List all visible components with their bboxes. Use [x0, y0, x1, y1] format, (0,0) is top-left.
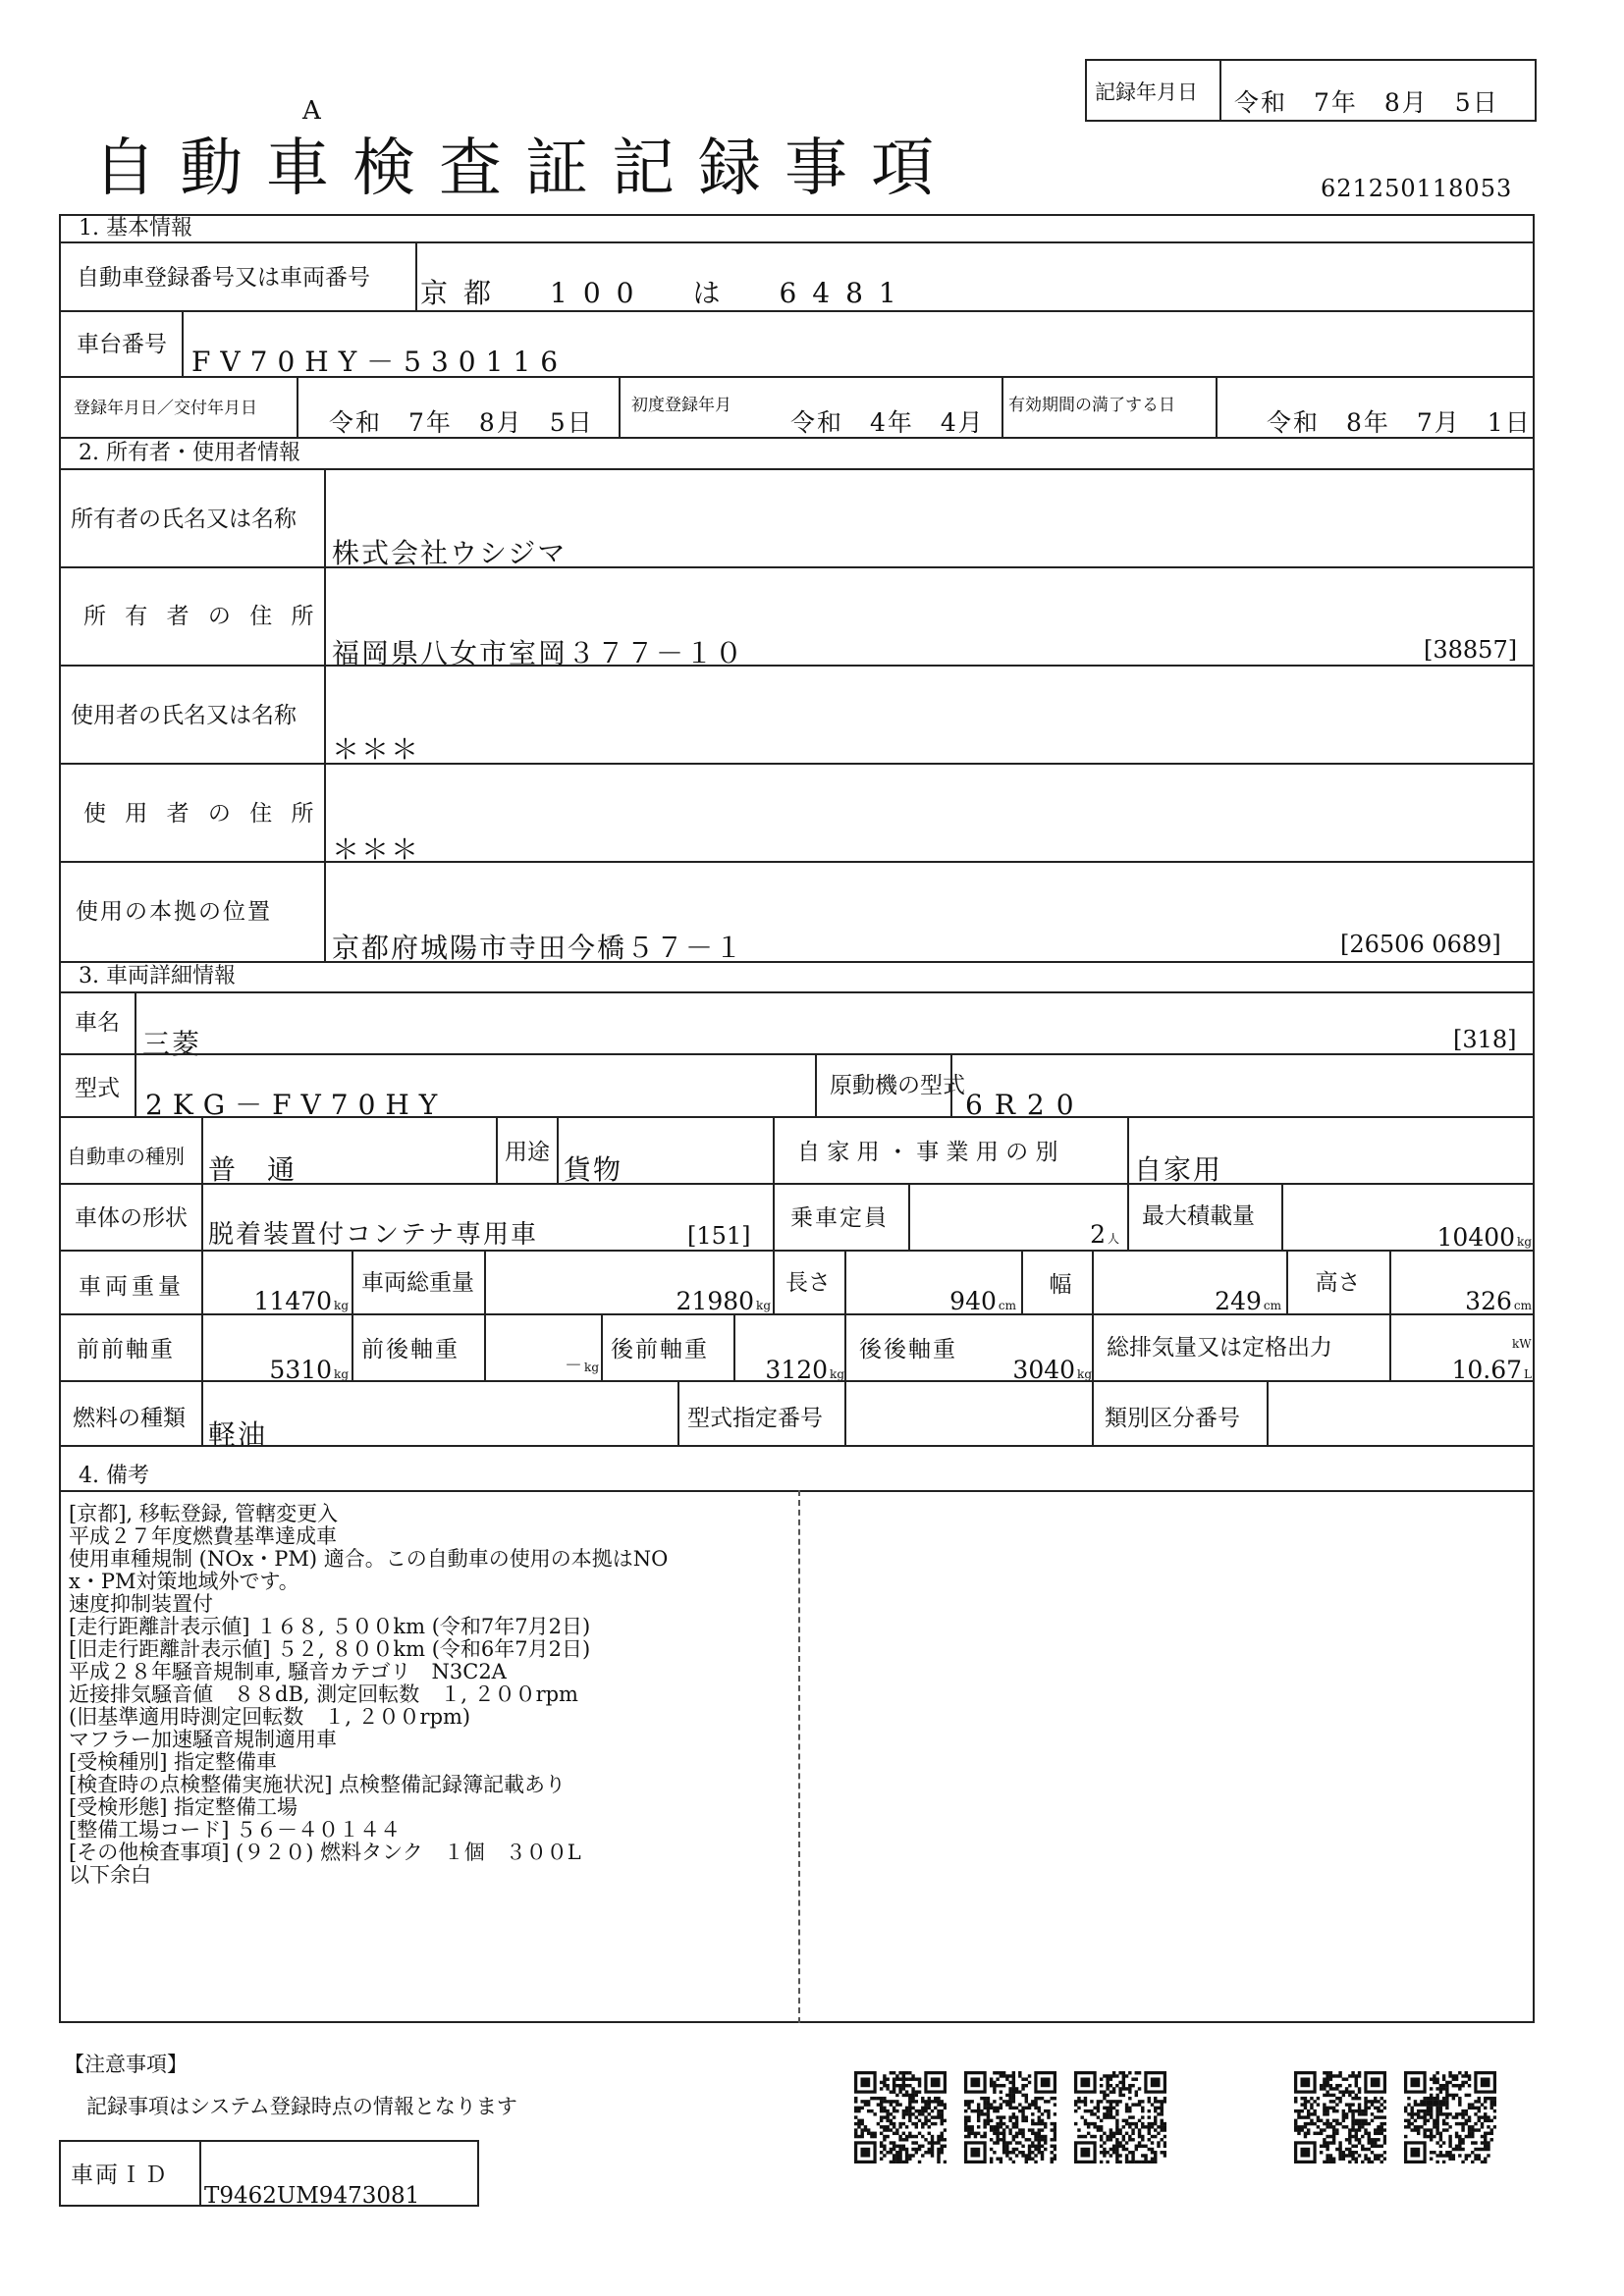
front-rear-axle-value: － kg [565, 1356, 599, 1376]
qr-code [1074, 2071, 1166, 2163]
weight-value: 11470 kg [253, 1287, 349, 1315]
rear-front-axle-value: 3120 kg [765, 1356, 844, 1384]
front-rear-axle-label: 前後軸重 [361, 1337, 460, 1362]
capacity-label: 乗車定員 [790, 1205, 889, 1231]
length-value: 940 cm [949, 1287, 1016, 1315]
height-label: 高さ [1315, 1270, 1361, 1296]
max-load-value: 10400 kg [1436, 1223, 1532, 1252]
chassis-value: FV70HY－530116 [191, 346, 568, 378]
notice-text: 記録事項はシステム登録時点の情報となります [86, 2095, 517, 2118]
width-label: 幅 [1049, 1272, 1072, 1298]
rear-rear-axle-label: 後後軸重 [859, 1337, 957, 1362]
reg-date-label: 登録年月日／交付年月日 [74, 399, 257, 418]
owner-name-label: 所有者の氏名又は名称 [71, 507, 297, 532]
length-label: 長さ [785, 1270, 831, 1296]
qr-code [1294, 2071, 1386, 2163]
category-label: 類別区分番号 [1105, 1406, 1240, 1431]
use-label: 用途 [505, 1140, 550, 1165]
height-value: 326 cm [1465, 1287, 1532, 1315]
displacement-label: 総排気量又は定格出力 [1107, 1335, 1332, 1361]
user-name-value: ＊＊＊ [332, 733, 421, 766]
max-load-label: 最大積載量 [1142, 1203, 1255, 1229]
private-label: 自 家 用 ・ 事 業 用 の 別 [797, 1140, 1058, 1165]
body-value: 脱着装置付コンテナ専用車 [208, 1220, 539, 1250]
rear-rear-axle-value: 3040 kg [1012, 1356, 1092, 1384]
fuel-value: 軽油 [208, 1418, 268, 1451]
body-label: 車体の形状 [75, 1205, 188, 1231]
displacement-value: 10.67 L [1451, 1356, 1532, 1384]
displacement-unit-kw: kW [1512, 1337, 1532, 1351]
use-value: 貨物 [564, 1153, 623, 1186]
first-reg-label: 初度登録年月 [631, 396, 731, 415]
base-location-label: 使用の本拠の位置 [76, 899, 272, 925]
weight-label: 車両重量 [79, 1274, 185, 1300]
section-vehicle-title: 3. 車両詳細情報 [79, 964, 236, 988]
maker-label: 車名 [75, 1010, 120, 1036]
kind-label: 自動車の種別 [67, 1145, 185, 1168]
qr-code [964, 2071, 1056, 2163]
user-address-label: 使 用 者 の 住 所 [83, 801, 320, 827]
body-code: [151] [687, 1222, 751, 1250]
maker-code: [318] [1453, 1026, 1517, 1053]
vehicle-id-label: 車両ＩＤ [71, 2163, 169, 2188]
gross-label: 車両総重量 [361, 1270, 474, 1296]
owner-name-value: 株式会社ウシジマ [332, 537, 568, 569]
chassis-label: 車台番号 [77, 332, 167, 357]
document-title: 自動車検査証記録事項 [93, 133, 957, 205]
base-location-value: 京都府城陽市寺田今橋５７－１ [332, 932, 745, 964]
record-date-value: 令和 7年 8月 5日 [1234, 88, 1499, 117]
record-date-label: 記録年月日 [1095, 80, 1198, 104]
notice-title: 【注意事項】 [64, 2053, 188, 2076]
model-label: 型式 [75, 1076, 120, 1101]
maker-value: 三菱 [142, 1028, 202, 1060]
section-basic-title: 1. 基本情報 [79, 216, 192, 240]
vehicle-id-value: T9462UM9473081 [204, 2183, 420, 2209]
fuel-label: 燃料の種類 [73, 1406, 186, 1431]
owner-address-code: [38857] [1424, 636, 1518, 664]
qr-code [1404, 2071, 1496, 2163]
user-name-label: 使用者の氏名又は名称 [71, 703, 297, 728]
reg-date-value: 令和 7年 8月 5日 [329, 408, 594, 437]
user-address-value: ＊＊＊ [332, 833, 421, 866]
section-owner-title: 2. 所有者・使用者情報 [79, 441, 300, 465]
section-remarks-title: 4. 備考 [79, 1464, 149, 1488]
first-reg-value: 令和 4年 4月 [790, 408, 985, 437]
capacity-value: 2 人 [1090, 1220, 1119, 1249]
owner-address-label: 所 有 者 の 住 所 [83, 604, 320, 629]
reg-no-label: 自動車登録番号又は車両番号 [77, 265, 370, 291]
kind-value: 普 通 [208, 1153, 298, 1186]
doc-number: 621250118053 [1321, 175, 1513, 202]
engine-value: 6R20 [965, 1089, 1086, 1121]
gross-value: 21980 kg [676, 1287, 771, 1315]
type-designation-label: 型式指定番号 [687, 1406, 823, 1431]
qr-code [854, 2071, 947, 2163]
owner-address-value: 福岡県八女市室岡３７７－１０ [332, 637, 745, 669]
width-value: 249 cm [1215, 1287, 1281, 1315]
reg-no-value: 京都 100 は 6481 [420, 277, 912, 309]
remarks-text: [京都], 移転登録, 管轄変更入 平成２７年度燃費基準達成車 使用車種規制 (NOx・PM) 適合。この自動車の使用の本拠はNO x・PM対策地域外です。 速度抑制装置付 [走行距離計表示値] １６８, ５００km (令和7年7月2日) [旧走行距離計表示値] ５２, ８００km (令和6年7月2日) 平成２８年騒音規制車, 騒音カテゴリ N3C2A 近接排気騒音値 ８８dB, 測定回転数 １, ２００rpm (旧基準適用時測定回転数 １, ２００rpm) マフラー加速騒音規制適用車 [受検種別] 指定整備車 [検査時の点検整備実施状況] 点検整備記録簿記載あり [受検形態] 指定整備工場 [整備工場コード] ５６－４０１４４ [その他検査事項] (９２０) 燃料タンク １個 ３００L 以下余白 [69, 1502, 669, 1887]
engine-label: 原動機の型式 [830, 1073, 965, 1098]
base-location-code: [26506 0689] [1340, 931, 1501, 958]
form-mark: A [302, 96, 321, 126]
private-value: 自家用 [1134, 1153, 1223, 1186]
expiry-label: 有効期間の満了する日 [1008, 396, 1175, 415]
expiry-value: 令和 8年 7月 1日 [1267, 408, 1532, 437]
front-front-axle-label: 前前軸重 [77, 1337, 175, 1362]
front-front-axle-value: 5310 kg [269, 1356, 349, 1384]
rear-front-axle-label: 後前軸重 [611, 1337, 709, 1362]
model-value: 2KG－FV70HY [145, 1089, 448, 1121]
